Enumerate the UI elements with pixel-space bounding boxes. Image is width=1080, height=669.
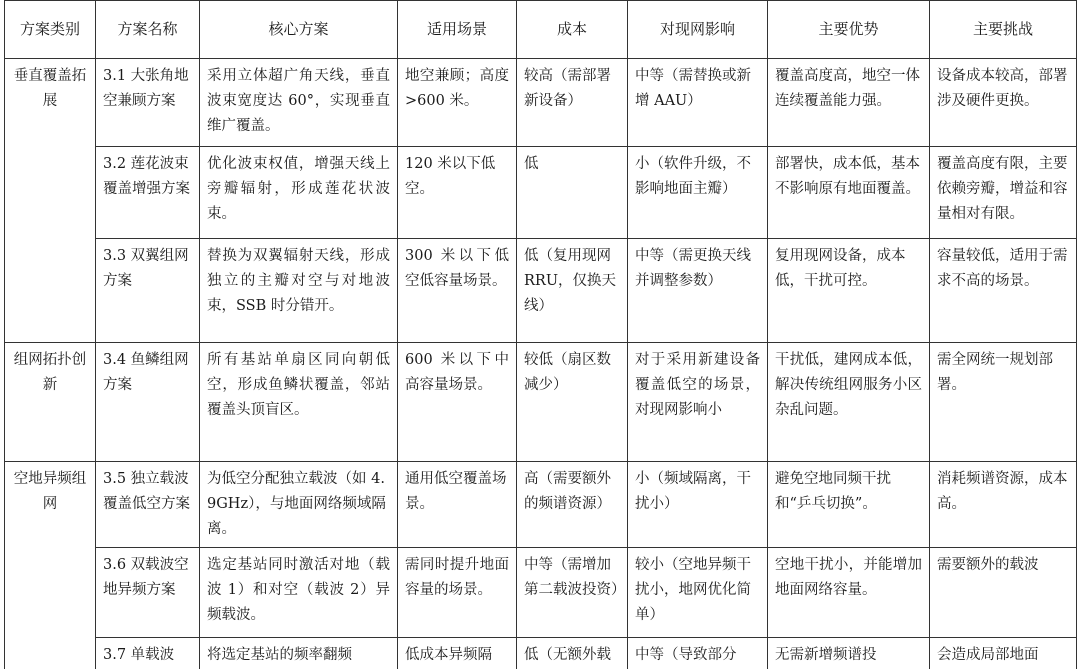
table-row [5,638,1077,669]
advantage-cell: 无需新增频谱投 [768,638,930,669]
header-row [5,1,1077,59]
category-cell: 垂直覆盖拓展 [5,59,96,343]
impact-cell: 小（频域隔离，干扰小） [628,462,768,548]
cost-cell: 中等（需增加第二载波投资） [517,548,628,638]
scheme-name: 3.3 双翼组网方案 [96,239,200,343]
cost-cell: 较低（扇区数减少） [517,343,628,462]
challenge-cell: 需全网统一规划部署。 [930,343,1077,462]
header-scene: 适用场景 [398,1,517,59]
table-row [5,239,1077,343]
challenge-cell: 消耗频谱资源，成本高。 [930,462,1077,548]
scheme-name: 3.6 双载波空地异频方案 [96,548,200,638]
impact-cell: 较小（空地异频干扰小，地网优化简单） [628,548,768,638]
table-row [5,147,1077,239]
core-cell: 替换为双翼辐射天线，形成独立的主瓣对空与对地波束，SSB 时分错开。 [200,239,398,343]
category-cell: 空地异频组网 [5,462,96,669]
impact-cell: 中等（需更换天线并调整参数） [628,239,768,343]
header-category: 方案类别 [5,1,96,59]
cost-cell: 较高（需部署新设备） [517,59,628,147]
advantage-cell: 复用现网设备，成本低，干扰可控。 [768,239,930,343]
table-body [5,59,1077,669]
core-cell: 优化波束权值，增强天线上旁瓣辐射，形成莲花状波束。 [200,147,398,239]
header-core: 核心方案 [200,1,398,59]
header-impact: 对现网影响 [628,1,768,59]
cost-cell: 低（无额外载 [517,638,628,669]
impact-cell: 中等（导致部分 [628,638,768,669]
scene-cell: 需同时提升地面容量的场景。 [398,548,517,638]
scheme-name: 3.4 鱼鳞组网方案 [96,343,200,462]
advantage-cell: 空地干扰小，并能增加地面网络容量。 [768,548,930,638]
challenge-cell: 覆盖高度有限，主要依赖旁瓣，增益和容量相对有限。 [930,147,1077,239]
advantage-cell: 避免空地同频干扰和“乒乓切换”。 [768,462,930,548]
scheme-name: 3.1 大张角地空兼顾方案 [96,59,200,147]
header-advantage: 主要优势 [768,1,930,59]
table-row [5,462,1077,548]
scene-cell: 低成本异频隔 [398,638,517,669]
scene-cell: 地空兼顾；高度>600 米。 [398,59,517,147]
table-row [5,548,1077,638]
comparison-table [4,0,1077,669]
challenge-cell: 设备成本较高，部署涉及硬件更换。 [930,59,1077,147]
impact-cell: 对于采用新建设备覆盖低空的场景，对现网影响小 [628,343,768,462]
advantage-cell: 部署快，成本低，基本不影响原有地面覆盖。 [768,147,930,239]
table-row [5,59,1077,147]
category-cell: 组网拓扑创新 [5,343,96,462]
challenge-cell: 会造成局部地面 [930,638,1077,669]
cost-cell: 高（需要额外的频谱资源） [517,462,628,548]
scene-cell: 300 米以下低空低容量场景。 [398,239,517,343]
header-cost: 成本 [517,1,628,59]
impact-cell: 中等（需替换或新增 AAU） [628,59,768,147]
scene-cell: 通用低空覆盖场景。 [398,462,517,548]
scheme-name: 3.5 独立载波覆盖低空方案 [96,462,200,548]
scene-cell: 600 米以下中高容量场景。 [398,343,517,462]
core-cell: 为低空分配独立载波（如 4.9GHz），与地面网络频域隔离。 [200,462,398,548]
challenge-cell: 需要额外的载波 [930,548,1077,638]
table-header [5,1,1077,59]
core-cell: 所有基站单扇区同向朝低空，形成鱼鳞状覆盖，邻站覆盖头顶盲区。 [200,343,398,462]
advantage-cell: 干扰低，建网成本低，解决传统组网服务小区杂乱问题。 [768,343,930,462]
core-cell: 将选定基站的频率翻频 [200,638,398,669]
table-row [5,343,1077,462]
cost-cell: 低（复用现网 RRU，仅换天线） [517,239,628,343]
challenge-cell: 容量较低，适用于需求不高的场景。 [930,239,1077,343]
advantage-cell: 覆盖高度高，地空一体连续覆盖能力强。 [768,59,930,147]
header-name: 方案名称 [96,1,200,59]
scheme-name: 3.2 莲花波束覆盖增强方案 [96,147,200,239]
core-cell: 采用立体超广角天线，垂直波束宽度达 60°，实现垂直维广覆盖。 [200,59,398,147]
header-challenge: 主要挑战 [930,1,1077,59]
scene-cell: 120 米以下低空。 [398,147,517,239]
impact-cell: 小（软件升级，不影响地面主瓣） [628,147,768,239]
cost-cell: 低 [517,147,628,239]
core-cell: 选定基站同时激活对地（载波 1）和对空（载波 2）异频载波。 [200,548,398,638]
scheme-name: 3.7 单载波 [96,638,200,669]
